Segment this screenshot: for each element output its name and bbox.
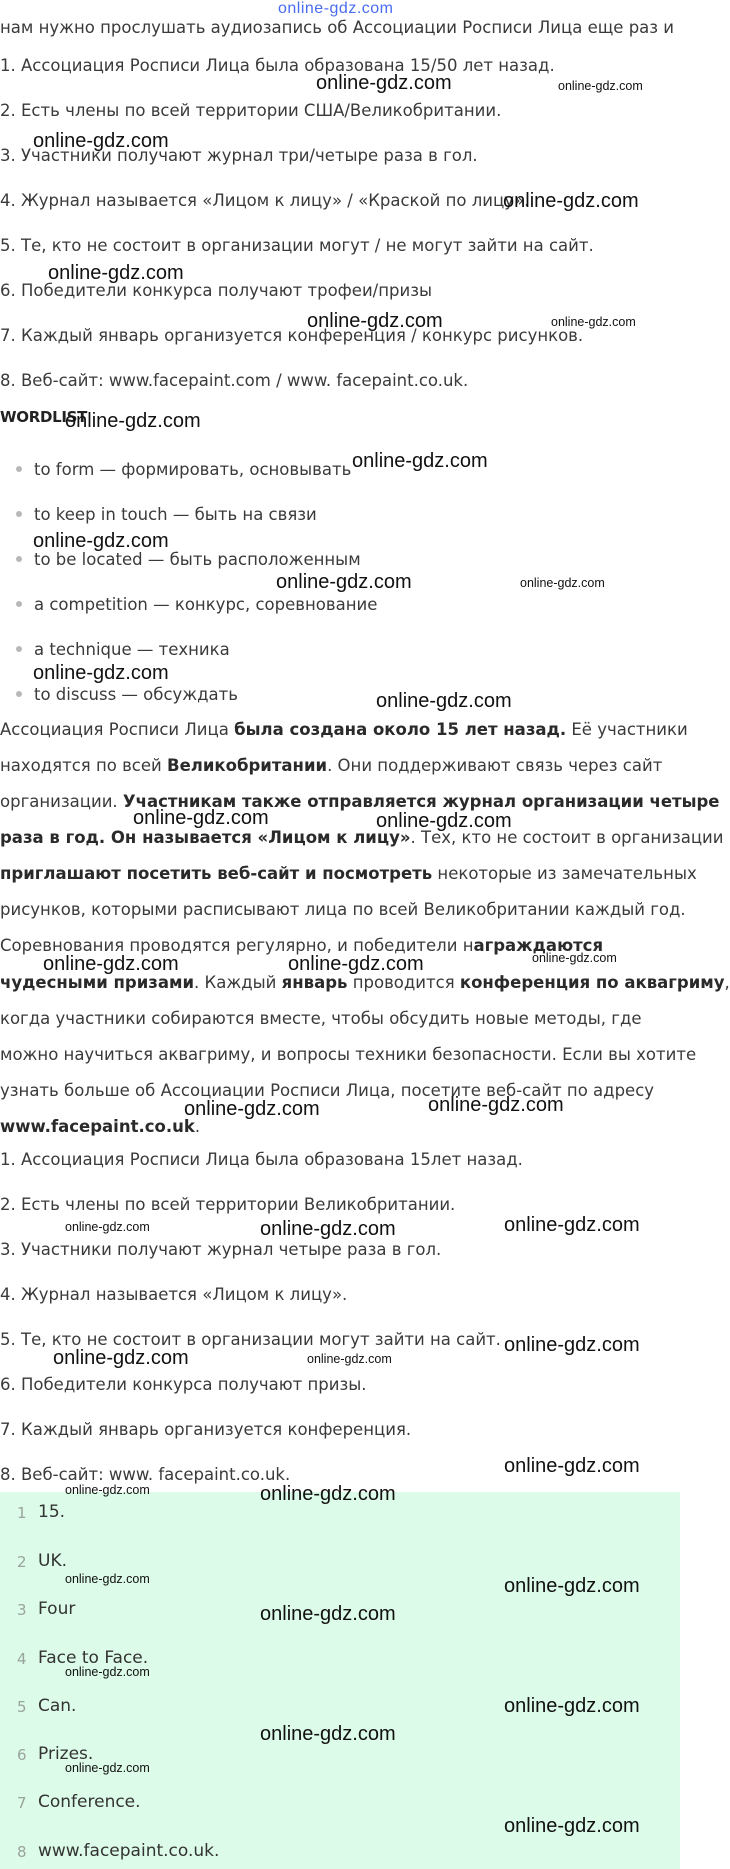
answer-text: UK.: [38, 1551, 67, 1571]
answer-number: 2: [17, 1553, 27, 1571]
text: рисунков, которыми расписывают лица по всей Великобритании каждый год.: [0, 900, 686, 919]
bold-text: аграждаются: [473, 936, 604, 955]
statement-5: 5. Те, кто не состоит в организации могут / не могут зайти на сайт.: [0, 236, 594, 255]
watermark: online-gdz.com: [65, 410, 201, 432]
paragraph-line: [0, 864, 697, 883]
watermark: online-gdz.com: [65, 1761, 150, 1775]
watermark: online-gdz.com: [316, 72, 452, 94]
text: находятся по всей: [0, 756, 167, 775]
wordlist-item: to be located — быть расположенным: [16, 550, 361, 569]
bold-text: Участникам также отправляется журнал организации четыре: [122, 792, 720, 811]
statement-1: 1. Ассоциация Росписи Лица была образована 15/50 лет назад.: [0, 56, 555, 75]
watermark: online-gdz.com: [276, 571, 412, 593]
watermark: online-gdz.com: [184, 1098, 320, 1120]
answer-text: Prizes.: [38, 1744, 94, 1764]
answer-text: 15.: [38, 1502, 66, 1522]
bullet-icon: [16, 646, 22, 652]
answer-number: 5: [17, 1698, 27, 1716]
watermark: online-gdz.com: [558, 79, 643, 93]
text: проводится: [347, 973, 460, 992]
watermark: online-gdz.com: [260, 1603, 396, 1625]
paragraph-line: [0, 1045, 696, 1064]
bullet-icon: [16, 511, 22, 517]
text: узнать больше об Ассоциации Росписи Лица, посетите веб-сайт по адресу: [0, 1081, 655, 1100]
bullet-icon: [16, 466, 22, 472]
answer-text: Conference.: [38, 1792, 141, 1812]
bullet-icon: [16, 691, 22, 697]
watermark: online-gdz.com: [504, 1815, 640, 1837]
answer-text: www.facepaint.co.uk.: [38, 1841, 220, 1861]
bold-text: www.facepaint.co.uk: [0, 1117, 195, 1136]
watermark: online-gdz.com: [551, 315, 636, 329]
watermark: online-gdz.com: [503, 190, 639, 212]
watermark: online-gdz.com: [504, 1334, 640, 1356]
bold-text: приглашают посетить веб-сайт и посмотреть: [0, 864, 433, 883]
paragraph-line: [0, 1009, 642, 1028]
statement-2: 2. Есть члены по всей территории Великобритании.: [0, 1195, 456, 1214]
answer-number: 8: [17, 1843, 27, 1861]
watermark: online-gdz.com: [65, 1483, 150, 1497]
text: Её участники: [566, 720, 688, 739]
watermark: online-gdz.com: [33, 130, 169, 152]
watermark: online-gdz.com: [504, 1695, 640, 1717]
paragraph-line: [0, 828, 724, 847]
wordlist-title: WORDLIST: [0, 408, 88, 426]
text: Ассоциация Росписи Лица: [0, 720, 235, 739]
paragraph-line: [0, 900, 686, 919]
watermark: online-gdz.com: [43, 953, 179, 975]
text: . Каждый: [194, 973, 282, 992]
text: некоторые из замечательных: [432, 864, 697, 883]
watermark: online-gdz.com: [504, 1214, 640, 1236]
watermark: online-gdz.com: [53, 1347, 189, 1369]
statement-7: 7. Каждый январь организуется конференция / конкурс рисунков.: [0, 326, 584, 345]
watermark: online-gdz.com: [307, 310, 443, 332]
paragraph-line: [0, 1117, 200, 1136]
watermark: online-gdz.com: [376, 690, 512, 712]
text: организации.: [0, 792, 123, 811]
text: ,: [724, 973, 730, 992]
statement-6: 6. Победители конкурса получают призы.: [0, 1375, 367, 1394]
watermark: online-gdz.com: [352, 450, 488, 472]
answer-number: 4: [17, 1650, 27, 1668]
wordlist-item: a technique — техника: [16, 640, 230, 659]
watermark: online-gdz.com: [520, 576, 605, 590]
bold-text: раза в год. Он называется «Лицом к лицу»: [0, 828, 411, 847]
paragraph-line: [0, 756, 662, 775]
text: . Они поддерживают связь через сайт: [327, 756, 663, 775]
statement-4: 4. Журнал называется «Лицом к лицу».: [0, 1285, 348, 1304]
answer-number: 6: [17, 1746, 27, 1764]
watermark: online-gdz.com: [307, 1352, 392, 1366]
bullet-icon: [16, 556, 22, 562]
statement-3: 3. Участники получают журнал четыре раза в гол.: [0, 1240, 442, 1259]
watermark: online-gdz.com: [133, 807, 269, 829]
answer-text: Can.: [38, 1696, 77, 1716]
text: когда участники собираются вместе, чтобы обсудить новые методы, где: [0, 1009, 642, 1028]
answer-number: 7: [17, 1794, 27, 1812]
watermark: online-gdz.com: [48, 262, 184, 284]
bold-text: конференция по аквагриму: [459, 973, 725, 992]
statement-8: 8. Веб-сайт: www.facepaint.com / www. facepaint.co.uk.: [0, 371, 469, 390]
wordlist-item: to keep in touch — быть на связи: [16, 505, 317, 524]
watermark: online-gdz.com: [260, 1218, 396, 1240]
watermark: online-gdz.com: [428, 1094, 564, 1116]
watermark: online-gdz.com: [532, 951, 617, 965]
text: .: [194, 1117, 201, 1136]
watermark: online-gdz.com: [504, 1455, 640, 1477]
text: . Тех, кто не состоит в организации: [410, 828, 724, 847]
watermark: online-gdz.com: [65, 1572, 150, 1586]
watermark: online-gdz.com: [65, 1220, 150, 1234]
text: Соревнования проводятся регулярно, и победители н: [0, 936, 474, 955]
header-watermark: online-gdz.com: [278, 0, 394, 17]
wordlist-item: to form — формировать, основывать: [16, 460, 351, 479]
statement-3: 3. Участники получают журнал три/четыре раза в гол.: [0, 146, 478, 165]
answer-number: 3: [17, 1601, 27, 1619]
watermark: online-gdz.com: [260, 1723, 396, 1745]
watermark: online-gdz.com: [33, 662, 169, 684]
answers-list: [0, 1492, 680, 1869]
statement-4: 4. Журнал называется «Лицом к лицу» / «Краской по лицу».: [0, 191, 530, 210]
watermark: online-gdz.com: [33, 530, 169, 552]
bold-text: была создана около 15 лет назад.: [234, 720, 567, 739]
watermark: online-gdz.com: [288, 953, 424, 975]
statement-7: 7. Каждый январь организуется конференция.: [0, 1420, 412, 1439]
bold-text: Великобритании: [167, 756, 328, 775]
answer-number: 1: [17, 1504, 27, 1522]
text: можно научиться аквагриму, и вопросы техники безопасности. Если вы хотите: [0, 1045, 697, 1064]
wordlist-item: to discuss — обсуждать: [16, 685, 238, 704]
paragraph-line: [0, 792, 720, 811]
wordlist-item: a competition — конкурс, соревнование: [16, 595, 377, 614]
statement-8: 8. Веб-сайт: www. facepaint.co.uk.: [0, 1465, 291, 1484]
answer-text: Four: [38, 1599, 76, 1619]
statement-1: 1. Ассоциация Росписи Лица была образована 15лет назад.: [0, 1150, 523, 1169]
statement-2: 2. Есть члены по всей территории США/Великобритании.: [0, 101, 502, 120]
answer-text: Face to Face.: [38, 1648, 149, 1668]
bold-text: январь: [281, 973, 348, 992]
paragraph-line: [0, 720, 688, 739]
statement-6: 6. Победители конкурса получают трофеи/призы: [0, 281, 433, 300]
statement-5: 5. Те, кто не состоит в организации могут зайти на сайт.: [0, 1330, 501, 1349]
intro-line: нам нужно прослушать аудиозапись об Ассоциации Росписи Лица еще раз и: [0, 18, 675, 37]
watermark: online-gdz.com: [376, 810, 512, 832]
bullet-icon: [16, 601, 22, 607]
watermark: online-gdz.com: [504, 1575, 640, 1597]
watermark: online-gdz.com: [260, 1483, 396, 1505]
watermark: online-gdz.com: [65, 1665, 150, 1679]
bold-text: чудесными призами: [0, 973, 195, 992]
